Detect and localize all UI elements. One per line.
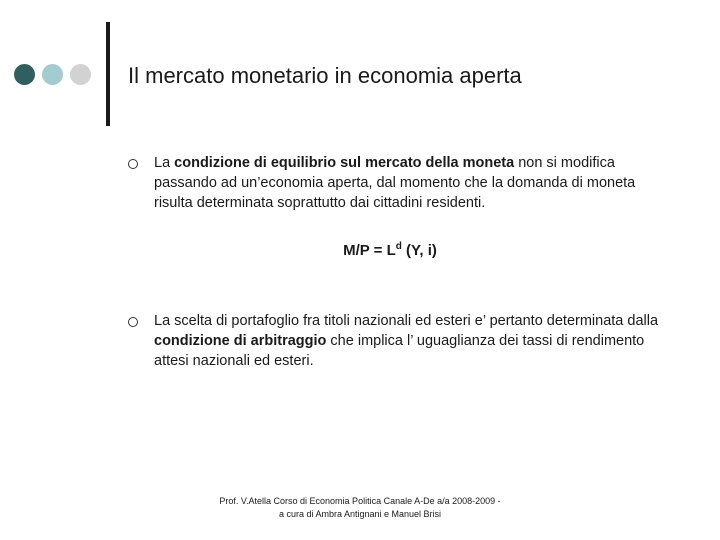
footer-line-2: a cura di Ambra Antignani e Manuel Brisi [278,509,442,519]
bullet-1-text-pre: La [154,155,175,171]
bullet-1-text-post: non si modifica passando ad un’economia aperta, dal momento che la domanda di moneta risulta determinata soprattutto dai cittadini residenti. [154,155,636,211]
bullet-circle-icon [128,159,138,169]
bullet-paragraph-2 [154,311,674,371]
bullet-2-text-pre: La scelta di portafoglio fra titoli nazionali ed esteri e’ pertanto determinata dalla [154,313,659,329]
money-demand-formula [0,241,720,259]
formula-left: M/P = L [343,242,396,259]
slide-footer [180,495,540,521]
light-teal-dot [42,64,63,85]
formula-right: (Y, i) [401,242,437,259]
bullet-1-bold-text: condizione di equilibrio sul mercato della moneta [174,155,515,171]
gray-dot [70,64,91,85]
dark-teal-dot [14,64,35,85]
bullet-circle-icon [128,317,138,327]
slide-title: Il mercato monetario in economia aperta [128,63,522,88]
bullet-paragraph-1 [154,153,674,213]
title-divider-bar [106,22,110,126]
footer-line-1: Prof. V.Atella Corso di Economia Politica Canale A-De a/a 2008-2009 - [219,496,501,506]
formula-superscript: d [395,241,402,252]
bullet-2-bold-text: condizione di arbitraggio [154,333,327,349]
bullet-2-text-post: che implica l’ uguaglianza dei tassi di rendimento attesi nazionali ed esteri. [154,333,645,369]
